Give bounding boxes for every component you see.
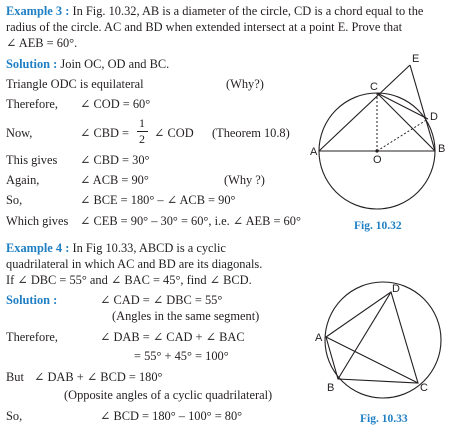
example-4-line3: If ∠ DBC = 55° and ∠ BAC = 45°, find ∠ BCD.	[6, 273, 252, 287]
ex3-row5-mid: ∠ ACB = 90°	[80, 173, 149, 187]
ex4-step4-note: (Opposite angles of a cyclic quadrilateral)	[64, 388, 273, 402]
radius-od	[377, 119, 428, 151]
ex4-step5-left: So,	[6, 409, 23, 423]
ex3-row1-right: (Why?)	[226, 77, 264, 91]
example-3-heading: Example 3 : In Fig. 10.32, AB is a diameter of the circle, CD is a chord equal to the	[6, 4, 424, 18]
label-a: A	[310, 146, 318, 158]
ex3-row7-left: Which gives	[6, 214, 69, 228]
caption-fig-10-33: Fig. 10.33	[360, 413, 408, 425]
circle-10-33	[325, 282, 441, 398]
ex3-row6-left: So,	[6, 193, 23, 207]
ex4-step4-left: But	[6, 370, 24, 384]
example-3-solution: Solution : Join OC, OD and BC.	[6, 57, 170, 71]
ex3-row4-left: This gives	[6, 153, 58, 167]
ex3-row2-mid: ∠ COD = 60°	[80, 97, 151, 111]
ex3-row5-left: Again,	[6, 173, 40, 187]
example-3-line2: radius of the circle. AC and BD when extended intersect at a point E. Prove that	[6, 20, 403, 34]
label-d: D	[392, 283, 400, 295]
ex3-row1-left: Triangle ODC is equilateral	[6, 77, 144, 91]
ex3-row3-left: Now,	[6, 126, 33, 140]
label-c: C	[420, 382, 428, 394]
label-a: A	[315, 332, 323, 344]
ex4-step1-note: (Angles in the same segment)	[112, 309, 260, 323]
example-4-line2: quadrilateral in which AC and BD are its diagonals.	[6, 257, 263, 271]
ex4-step2-left: Therefore,	[6, 330, 58, 344]
label-o: O	[373, 154, 382, 166]
ex3-row5-right: (Why ?)	[224, 173, 265, 187]
label-d: D	[430, 111, 438, 123]
ex4-step2: ∠ DAB = ∠ CAD + ∠ BAC	[100, 330, 245, 344]
chord-cd	[377, 93, 428, 119]
ex3-row7-mid: ∠ CEB = 90° – 30° = 60°, i.e. ∠ AEB = 60°	[80, 214, 301, 228]
ex4-step4: ∠ DAB + ∠ BCD = 180°	[34, 370, 163, 384]
example-4-solution: Solution :	[6, 293, 58, 307]
ex3-row2-left: Therefore,	[6, 97, 58, 111]
ex4-step1: ∠ CAD = ∠ DBC = 55°	[100, 293, 223, 307]
center-dot	[375, 149, 378, 152]
ex4-step5: ∠ BCD = 180° – 100° = 80°	[100, 409, 243, 423]
label-b: B	[327, 382, 335, 394]
ex3-row3-a: ∠ CBD =	[80, 126, 130, 140]
example-4-heading: Example 4 : In Fig 10.33, ABCD is a cyclic	[6, 241, 226, 255]
quadrilateral-abcd	[326, 292, 418, 383]
ex3-row3-b: ∠ COD	[154, 126, 194, 140]
ex3-fraction-denominator: 2	[139, 132, 145, 146]
label-e: E	[412, 53, 420, 65]
label-c: C	[370, 81, 378, 93]
ex3-row4-mid: ∠ CBD = 30°	[80, 153, 150, 167]
figure-10-33	[306, 280, 472, 414]
caption-fig-10-32: Fig. 10.32	[354, 220, 402, 232]
ex3-row6-mid: ∠ BCE = 180° – ∠ ACB = 90°	[80, 193, 236, 207]
line-ae	[319, 65, 410, 151]
ex4-step3: = 55° + 45° = 100°	[134, 349, 229, 363]
ex3-row3-right: (Theorem 10.8)	[212, 126, 290, 140]
ex3-fraction-numerator: 1	[139, 116, 145, 130]
example-3-line3: ∠ AEB = 60°.	[6, 36, 78, 50]
label-b: B	[438, 143, 446, 155]
figure-10-32	[300, 48, 472, 238]
